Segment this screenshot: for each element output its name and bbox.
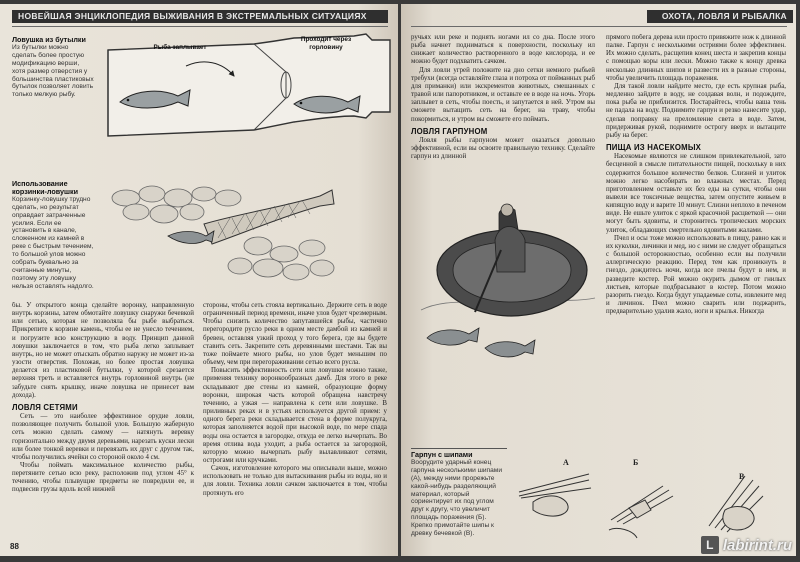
left-page (0, 4, 398, 556)
right-running-head: ОХОТА, ЛОВЛЯ И РЫБАЛКА (647, 10, 793, 23)
basket-trap-illustration (108, 176, 340, 286)
left-running-head: НОВЕЙШАЯ ЭНЦИКЛОПЕДИЯ ВЫЖИВАНИЯ В ЭКСТРЕМАЛЬНЫХ СИТУАЦИЯХ (12, 10, 388, 23)
paragraph: Сачок, изготовление которого мы описывали выше, можно использовать не только для вытаскивания рыбы из воды, но и для ловли. Техника ловли сачком заключается в том, чтобы протянуть его (203, 465, 387, 497)
right-page (401, 4, 796, 556)
figure-letter-c: В (739, 472, 745, 481)
labirint-logo-icon: L (701, 536, 719, 554)
paragraph: Для такой ловли найдите место, где есть крупная рыба, медленно зайдите в воду, не создавая волн, и подождите, пока рыба не приблизится. Постарайтесь, чтобы ваша тень не падала на воду. Поднимите гарпун и резко нанесите удар, сделав поправку на преломление света в воде. Затем, придерживая рукой, поднимите острогу вверх и вытащите рыбу на берег. (606, 82, 786, 139)
paragraph: Сеть — это наиболее эффективное орудие ловли, позволяющее получить большой улов. Большую жаберную сеть можно сделать самому — натянуть веревку горизонтально между двумя деревьями, нарезать куски лески или более тонкой веревки и перевязать их друг с другом так, чтобы получились ячейки со стороной около 4 см. (12, 413, 194, 461)
right-column-2 (606, 34, 786, 334)
raft-illustration (415, 200, 601, 380)
harpoon-text: Воорудите ударный конец гарпуна несколькими шипами (А), между ними прорежьте какой-нибудь разделяющий материал, который сориентирует их под углом друг к другу, что увеличит площадь поражения (Б). Крепко примотайте шипы к древку бечевкой (В). (411, 458, 503, 538)
page-number: 88 (10, 542, 19, 551)
divider (12, 26, 388, 27)
paragraph: ручьях или реке и поднять ногами ил со дна. После этого рыба начнет подниматься к поверхности, поскольку ил снижает количество растворенного в воде кислорода, и ее можно будет подхватить сачком. (411, 34, 595, 66)
paragraph: бы. У открытого конца сделайте воронку, направленную внутрь корзины, затем обмотайте ловушку снаружи бечевкой или сетью, которая не позволяла бы рыбе выбраться. Прикрепите к корзине камень, чтобы ее не унесло течением, и погрузите всю конструкцию в воду. Принцип данной ловушки заключается в том, что рыба легко заплывает внутрь, но не может отыскать обратно наружу не может из-за узости отверстия. Похожая, но более простая ловушка делается из пластиковой бутылки, у которой срезается верхняя треть и вставляется внутрь горловиной внутрь (не забудьте снять крышку, иначе ловушка не принесет вам дохода). (12, 302, 194, 399)
label-fish-enters: Рыба заплывает (153, 44, 207, 51)
paragraph: Ловля рыбы гарпуном может оказаться довольно эффективной, если вы освоите правильную технику. Сделайте гарпун из длинной (411, 136, 595, 161)
bottle-text: Из бутылки можно сделать более простую модификацию верши, хотя размер отверстия у большинства пластиковых бутылок позволяет ловить только мелкую рыбу. (12, 43, 94, 99)
paragraph: Для ловли угрей положите на дно сетки немного рыбьей требухи (всегда оставляйте глаза и потроха от пойманных рыб для приманки) или экскрементов животных, смешанных с травой или папоротником, и оставьте ее в воде на ночь. Угорь заплывет в сеть, чтобы поесть, и запутается в ней. Утром вы сможете вытащить сеть на берег, на траву, чтобы покормиться, и утром вы сможете его поймать. (411, 66, 595, 123)
right-column-1 (411, 34, 595, 204)
paragraph: прямого побега дерева или просто привяжите нож к длинной палке. Гарпун с несколькими остриями более эффективен. Их можно сделать, расщепив конец шеста и закрепив концы с помощью коры или лески. Можно также к концу древка несколько длинных шипов и развести их в разные стороны, чтобы увеличить площадь поражения. (606, 34, 786, 82)
paragraph: Пчел и осы тоже можно использовать в пищу, равно как и их куколки, личинки и мед, но с ними не следует обращаться с большой осторожностью, особенно если вы получили аллергическую реакцию. Перед тем как проникнуть в гнездо, дождитесь ночи, когда все пчелы будут в нем, и разведите костер. Рой можно окурить дымом от гнилых листьев, которые подбрасывают в костер. Потом можно разорить гнездо. Когда будут упадаемые соты, извлеките мед и личинок. Пчел можно сварить или поджарить, предварительно удалив жало, ноги и крылья. Никогда (606, 234, 786, 316)
paragraph: Чтобы поймать максимальное количество рыбы, перетяните сетью всю реку, расположив под углом 45° к течению, чтобы плывущие предметы не повредили ее, и подвесив грузы вдоль всей нижней (12, 461, 194, 494)
label-through-neck: Проходит через горловину (300, 36, 352, 51)
harpoon-sketches (513, 450, 789, 546)
basket-text: Корзинку-ловушку трудно сделать, но результат оправдает затраченные усилия. Если ее установить в канале, сложенном из камней в реке с быстрым течением, то большой улов можно собрать буквально за считанные минуты, поэтому эту ловушку нельзя оставлять надолго. (12, 195, 94, 290)
paragraph: Насекомые являются не слишком привлекательной, зато бесценной в смысле питательности пищей, поскольку в них содержится большое количество белков. Слизней и улиток можно легко насобирать во влажных местах. Перед приготовлением оставьте их без еды на сутки, чтобы они вывели все токсичные вещества, затем опустите живьем в кипящую воду и варите 10 минут. Слизни неплохо в печеном виде. Не ешьте улиток с яркой красочной расцветкой — они могут быть ядовиты, и сторонитесь тропических морских улиток, обладающих смертельно ядовитыми жалами. (606, 153, 786, 234)
bottle-sidebar (12, 36, 94, 99)
figure-letter-a: А (563, 458, 569, 467)
divider (411, 26, 787, 27)
harpoon-title: Гарпун с шипами (411, 448, 507, 459)
heading-nets: ЛОВЛЯ СЕТЯМИ (12, 402, 78, 412)
heading-harpoon: ЛОВЛЯ ГАРПУНОМ (411, 126, 488, 136)
paragraph: стороны, чтобы сеть стояла вертикально. Держите сеть в воде ограниченный период времени, иначе улов будет чрезмерным. Чтобы снизить количество запутавшейся рыбы, частично перегородите русло реки в одном месте дамбой из камней и бревен, оставляя узкий проход у того берега, где вы будете ставить сеть. Закрепите сеть деревянными шестами. Так вы тоже поймаете много рыбы, но улов будет меньшим по объему, чем при перегораживании сетью всего русла. (203, 302, 387, 367)
left-column-2 (203, 302, 387, 552)
left-column-1 (12, 302, 194, 552)
watermark-text: labirint.ru (722, 536, 792, 554)
figure-letter-b: Б (633, 458, 639, 467)
basket-title: Использование корзинки-ловушки (12, 180, 79, 196)
labirint-watermark (701, 534, 792, 556)
paragraph: Повысить эффективность сети или ловушки можно также, применяя технику воронкообразных дамб. Для этого в реке складывают две стены из камней, образующие форму воронки, широкая часть которой обращена навстречу течению, а узкая — направлена к сети или ловушке. В приливных реках и в устьях используется другой прием: у одного берега реки складывается стена в форме полукруга, которая заполняется водой при высокой воде, по мере спада воды она остается в загородке, откуда ее легко вычерпать. Во время отлива вода уходит, а рыба остается за загородкой, которую можно вычерпать рыбу вылавливают сетями, острогами или кручками. (203, 367, 387, 464)
basket-sidebar (12, 180, 96, 291)
bottle-title: Ловушка из бутылки (12, 36, 86, 44)
harpoon-box (411, 448, 507, 538)
heading-insects: ПИЩА ИЗ НАСЕКОМЫХ (606, 143, 702, 153)
